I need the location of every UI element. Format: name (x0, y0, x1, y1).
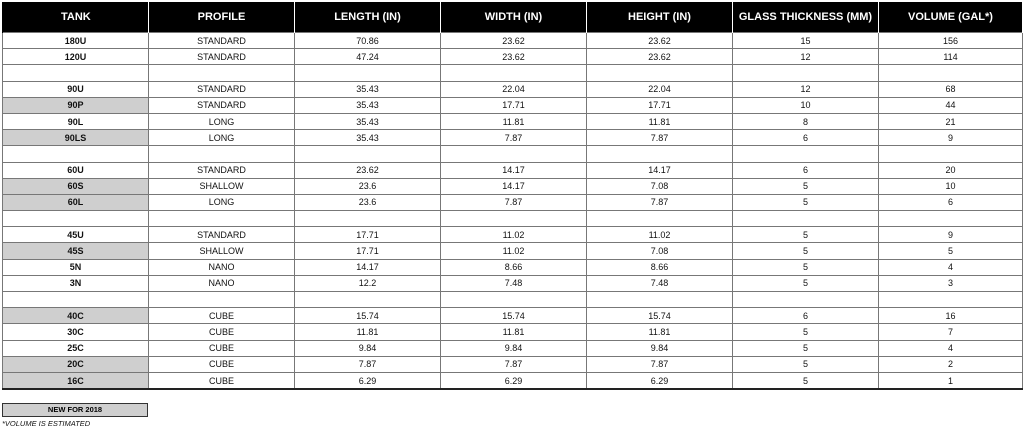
cell-glass-thickness: 5 (733, 243, 879, 259)
cell-width: 11.02 (441, 243, 587, 259)
cell-profile: CUBE (149, 340, 295, 356)
cell-tank: 90LS (3, 130, 149, 146)
table-row (3, 178, 1023, 194)
cell-tank: 90U (3, 81, 149, 97)
spacer-cell (3, 146, 149, 162)
table-spacer-row (3, 65, 1023, 81)
cell-glass-thickness: 5 (733, 372, 879, 389)
cell-length: 14.17 (295, 259, 441, 275)
cell-tank: 60L (3, 194, 149, 210)
table-row (3, 81, 1023, 97)
cell-height: 8.66 (587, 259, 733, 275)
cell-length: 35.43 (295, 113, 441, 129)
spacer-cell (587, 211, 733, 227)
tank-spec-table-container (2, 2, 1022, 390)
cell-tank: 60S (3, 178, 149, 194)
table-row (3, 162, 1023, 178)
cell-width: 7.87 (441, 194, 587, 210)
legend-volume-note: *VOLUME IS ESTIMATED (2, 419, 91, 428)
column-header-length[interactable]: LENGTH (IN) (295, 2, 441, 33)
cell-profile: SHALLOW (149, 243, 295, 259)
table-row (3, 308, 1023, 324)
cell-volume: 156 (879, 33, 1023, 49)
cell-length: 11.81 (295, 324, 441, 340)
cell-glass-thickness: 12 (733, 49, 879, 65)
cell-volume: 4 (879, 340, 1023, 356)
cell-height: 7.48 (587, 275, 733, 291)
cell-volume: 3 (879, 275, 1023, 291)
cell-profile: STANDARD (149, 97, 295, 113)
cell-volume: 1 (879, 372, 1023, 389)
cell-tank: 180U (3, 33, 149, 49)
cell-width: 23.62 (441, 33, 587, 49)
cell-profile: STANDARD (149, 227, 295, 243)
cell-profile: STANDARD (149, 33, 295, 49)
table-header-row (3, 2, 1023, 33)
cell-width: 7.87 (441, 356, 587, 372)
spacer-cell (733, 65, 879, 81)
table-row (3, 259, 1023, 275)
spacer-cell (295, 211, 441, 227)
cell-tank: 45S (3, 243, 149, 259)
spacer-cell (879, 211, 1023, 227)
table-row (3, 194, 1023, 210)
cell-tank: 60U (3, 162, 149, 178)
column-header-tank[interactable]: TANK (3, 2, 149, 33)
cell-tank: 25C (3, 340, 149, 356)
cell-length: 23.6 (295, 178, 441, 194)
cell-length: 47.24 (295, 49, 441, 65)
cell-volume: 44 (879, 97, 1023, 113)
cell-height: 22.04 (587, 81, 733, 97)
cell-length: 9.84 (295, 340, 441, 356)
cell-width: 9.84 (441, 340, 587, 356)
spacer-cell (3, 211, 149, 227)
cell-glass-thickness: 5 (733, 227, 879, 243)
table-row (3, 243, 1023, 259)
cell-width: 17.71 (441, 97, 587, 113)
cell-tank: 90P (3, 97, 149, 113)
cell-glass-thickness: 12 (733, 81, 879, 97)
cell-length: 15.74 (295, 308, 441, 324)
spacer-cell (295, 65, 441, 81)
spacer-cell (149, 65, 295, 81)
cell-volume: 9 (879, 227, 1023, 243)
cell-tank: 90L (3, 113, 149, 129)
table-row (3, 113, 1023, 129)
column-header-width[interactable]: WIDTH (IN) (441, 2, 587, 33)
cell-tank: 3N (3, 275, 149, 291)
cell-glass-thickness: 5 (733, 324, 879, 340)
cell-profile: STANDARD (149, 49, 295, 65)
cell-glass-thickness: 5 (733, 356, 879, 372)
cell-height: 14.17 (587, 162, 733, 178)
cell-height: 11.02 (587, 227, 733, 243)
legend (2, 403, 148, 428)
cell-width: 11.02 (441, 227, 587, 243)
spacer-cell (879, 146, 1023, 162)
cell-glass-thickness: 5 (733, 178, 879, 194)
cell-width: 8.66 (441, 259, 587, 275)
cell-profile: NANO (149, 259, 295, 275)
cell-volume: 2 (879, 356, 1023, 372)
cell-height: 7.87 (587, 194, 733, 210)
cell-volume: 114 (879, 49, 1023, 65)
table-row (3, 49, 1023, 65)
table-row (3, 340, 1023, 356)
cell-tank: 30C (3, 324, 149, 340)
spacer-cell (149, 146, 295, 162)
column-header-height[interactable]: HEIGHT (IN) (587, 2, 733, 33)
spacer-cell (149, 292, 295, 308)
spacer-cell (295, 146, 441, 162)
column-header-volume[interactable]: VOLUME (GAL*) (879, 2, 1023, 33)
cell-glass-thickness: 5 (733, 259, 879, 275)
cell-height: 9.84 (587, 340, 733, 356)
spacer-cell (441, 292, 587, 308)
cell-glass-thickness: 6 (733, 130, 879, 146)
spacer-cell (879, 65, 1023, 81)
cell-width: 23.62 (441, 49, 587, 65)
cell-glass-thickness: 6 (733, 308, 879, 324)
cell-width: 6.29 (441, 372, 587, 389)
cell-height: 11.81 (587, 324, 733, 340)
table-row (3, 33, 1023, 49)
cell-profile: CUBE (149, 324, 295, 340)
cell-length: 6.29 (295, 372, 441, 389)
spacer-cell (3, 65, 149, 81)
cell-width: 11.81 (441, 324, 587, 340)
cell-length: 70.86 (295, 33, 441, 49)
cell-length: 17.71 (295, 227, 441, 243)
table-row (3, 227, 1023, 243)
cell-width: 7.87 (441, 130, 587, 146)
cell-width: 11.81 (441, 113, 587, 129)
cell-profile: CUBE (149, 356, 295, 372)
cell-volume: 16 (879, 308, 1023, 324)
cell-width: 22.04 (441, 81, 587, 97)
table-spacer-row (3, 292, 1023, 308)
cell-volume: 6 (879, 194, 1023, 210)
cell-length: 7.87 (295, 356, 441, 372)
cell-profile: STANDARD (149, 81, 295, 97)
cell-glass-thickness: 6 (733, 162, 879, 178)
spacer-cell (879, 292, 1023, 308)
cell-volume: 4 (879, 259, 1023, 275)
cell-tank: 16C (3, 372, 149, 389)
table-spacer-row (3, 146, 1023, 162)
spacer-cell (3, 292, 149, 308)
cell-height: 11.81 (587, 113, 733, 129)
cell-height: 23.62 (587, 33, 733, 49)
table-spacer-row (3, 211, 1023, 227)
cell-profile: LONG (149, 113, 295, 129)
spacer-cell (733, 211, 879, 227)
cell-profile: STANDARD (149, 162, 295, 178)
table-row (3, 275, 1023, 291)
cell-tank: 40C (3, 308, 149, 324)
cell-height: 7.08 (587, 178, 733, 194)
cell-tank: 5N (3, 259, 149, 275)
cell-height: 23.62 (587, 49, 733, 65)
cell-tank: 120U (3, 49, 149, 65)
spacer-cell (149, 211, 295, 227)
cell-width: 14.17 (441, 178, 587, 194)
table-row (3, 130, 1023, 146)
cell-glass-thickness: 5 (733, 275, 879, 291)
cell-height: 17.71 (587, 97, 733, 113)
cell-profile: NANO (149, 275, 295, 291)
cell-length: 17.71 (295, 243, 441, 259)
cell-volume: 7 (879, 324, 1023, 340)
spacer-cell (733, 146, 879, 162)
cell-glass-thickness: 10 (733, 97, 879, 113)
cell-height: 15.74 (587, 308, 733, 324)
cell-length: 23.62 (295, 162, 441, 178)
cell-glass-thickness: 15 (733, 33, 879, 49)
cell-profile: LONG (149, 130, 295, 146)
table-body (3, 33, 1023, 390)
cell-glass-thickness: 5 (733, 194, 879, 210)
spacer-cell (295, 292, 441, 308)
legend-new-swatch: NEW FOR 2018 (2, 403, 148, 417)
cell-height: 6.29 (587, 372, 733, 389)
spacer-cell (441, 146, 587, 162)
cell-profile: SHALLOW (149, 178, 295, 194)
spacer-cell (587, 146, 733, 162)
cell-length: 35.43 (295, 81, 441, 97)
cell-height: 7.08 (587, 243, 733, 259)
cell-volume: 9 (879, 130, 1023, 146)
cell-length: 35.43 (295, 130, 441, 146)
cell-tank: 20C (3, 356, 149, 372)
cell-glass-thickness: 8 (733, 113, 879, 129)
table-row (3, 356, 1023, 372)
table-row (3, 372, 1023, 389)
cell-volume: 21 (879, 113, 1023, 129)
cell-height: 7.87 (587, 130, 733, 146)
cell-volume: 10 (879, 178, 1023, 194)
cell-glass-thickness: 5 (733, 340, 879, 356)
cell-width: 15.74 (441, 308, 587, 324)
cell-profile: LONG (149, 194, 295, 210)
table-row (3, 97, 1023, 113)
cell-profile: CUBE (149, 308, 295, 324)
cell-volume: 20 (879, 162, 1023, 178)
cell-tank: 45U (3, 227, 149, 243)
spacer-cell (587, 65, 733, 81)
cell-length: 35.43 (295, 97, 441, 113)
cell-width: 14.17 (441, 162, 587, 178)
column-header-profile[interactable]: PROFILE (149, 2, 295, 33)
tank-spec-table (2, 2, 1023, 390)
spacer-cell (733, 292, 879, 308)
cell-length: 12.2 (295, 275, 441, 291)
column-header-glass-thickness[interactable]: GLASS THICKNESS (MM) (733, 2, 879, 33)
cell-length: 23.6 (295, 194, 441, 210)
table-row (3, 324, 1023, 340)
cell-profile: CUBE (149, 372, 295, 389)
cell-volume: 5 (879, 243, 1023, 259)
cell-width: 7.48 (441, 275, 587, 291)
spacer-cell (587, 292, 733, 308)
spacer-cell (441, 211, 587, 227)
spacer-cell (441, 65, 587, 81)
cell-volume: 68 (879, 81, 1023, 97)
cell-height: 7.87 (587, 356, 733, 372)
